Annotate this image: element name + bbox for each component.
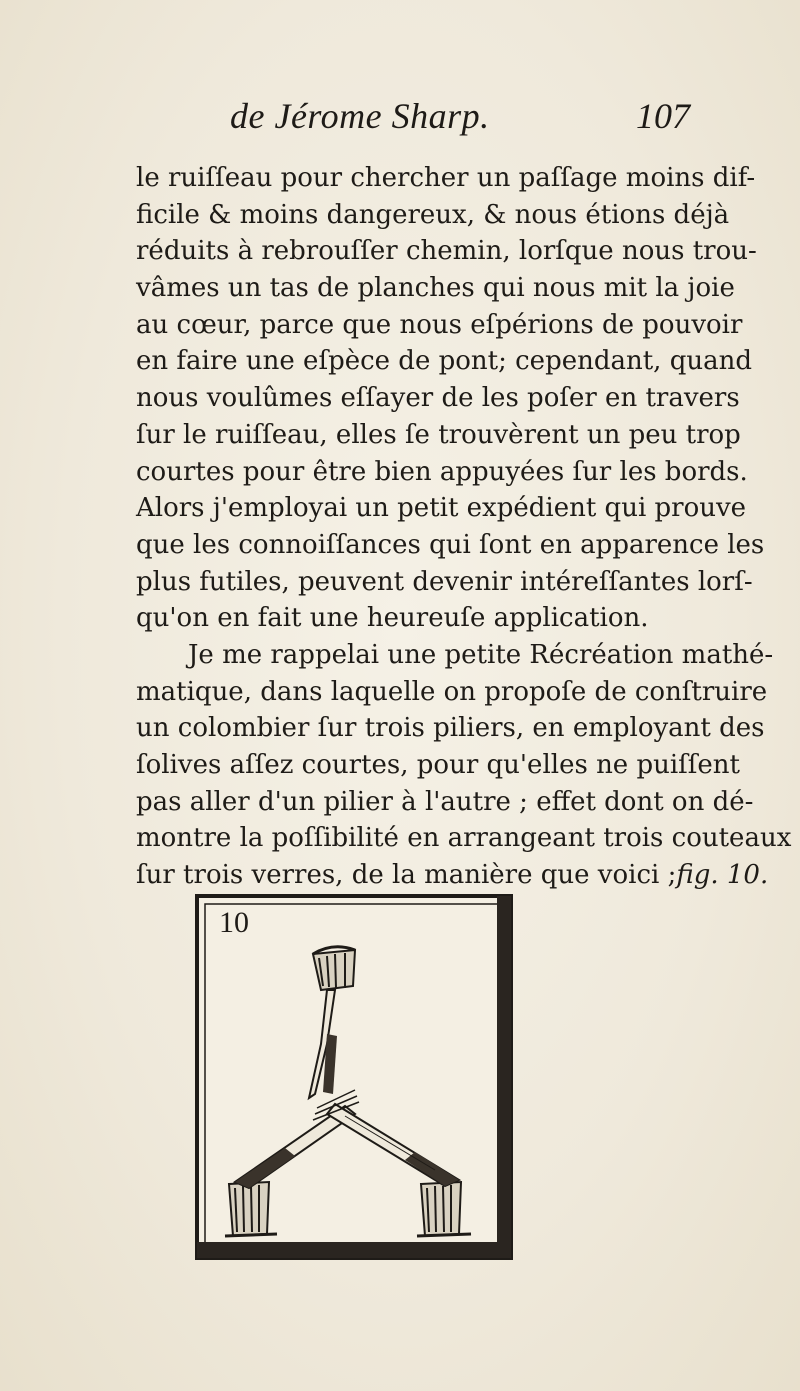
text-line: ſolives aſſez courtes, pour qu'elles ne puiſſent	[136, 750, 740, 780]
text-line-content: ſur trois verres, de la manière que voici ;	[136, 860, 677, 891]
text-line: que les connoiſſances qui ſont en apparence les	[136, 529, 765, 560]
figure-reference: fig. 10.	[676, 860, 769, 891]
text-line: au cœur, parce que nous eſpérions de pouvoir	[136, 309, 743, 340]
text-line: montre la poſſibilité en arrangeant trois couteaux	[136, 823, 792, 854]
page-header	[230, 95, 690, 145]
text-line: un colombier ſur trois piliers, en employant des	[136, 713, 765, 744]
text-line: réduits à rebrouſſer chemin, lorſque nous trou-	[136, 236, 757, 267]
three-knives-engraving	[195, 894, 513, 1260]
text-line: Je me rappelai une petite Récréation mathé-	[188, 639, 774, 670]
figure-number: 10	[219, 906, 249, 939]
text-line: matique, dans laquelle on propoſe de conſtruire	[136, 676, 768, 707]
body-text	[136, 160, 792, 894]
text-line: le ruiſſeau pour chercher un paſſage moins dif-	[136, 163, 756, 193]
figure-illustration	[195, 894, 513, 1260]
text-line: en faire une eſpèce de pont; cependant, quand	[136, 346, 752, 377]
text-line: ficile & moins dangereux, & nous étions déjà	[136, 199, 730, 230]
text-line: Alors j'employai un petit expédient qui prouve	[136, 493, 747, 524]
text-line: courtes pour être bien appuyées ſur les bords.	[136, 456, 748, 487]
text-line: ſur le ruiſſeau, elles ſe trouvèrent un peu trop	[136, 419, 741, 450]
page-number: 107	[636, 96, 690, 136]
running-title: de Jérome Sharp.	[230, 96, 490, 136]
text-line: vâmes un tas de planches qui nous mit la joie	[136, 273, 735, 304]
text-line: pas aller d'un pilier à l'autre ; effet dont on dé-	[136, 786, 754, 817]
text-line-final	[136, 857, 769, 894]
text-line: plus futiles, peuvent devenir intéreſſantes lorſ-	[136, 566, 753, 597]
text-line: nous voulûmes eſſayer de les poſer en travers	[136, 383, 740, 414]
glass-top	[313, 947, 355, 990]
text-line: qu'on en fait une heureuſe application.	[136, 603, 649, 634]
